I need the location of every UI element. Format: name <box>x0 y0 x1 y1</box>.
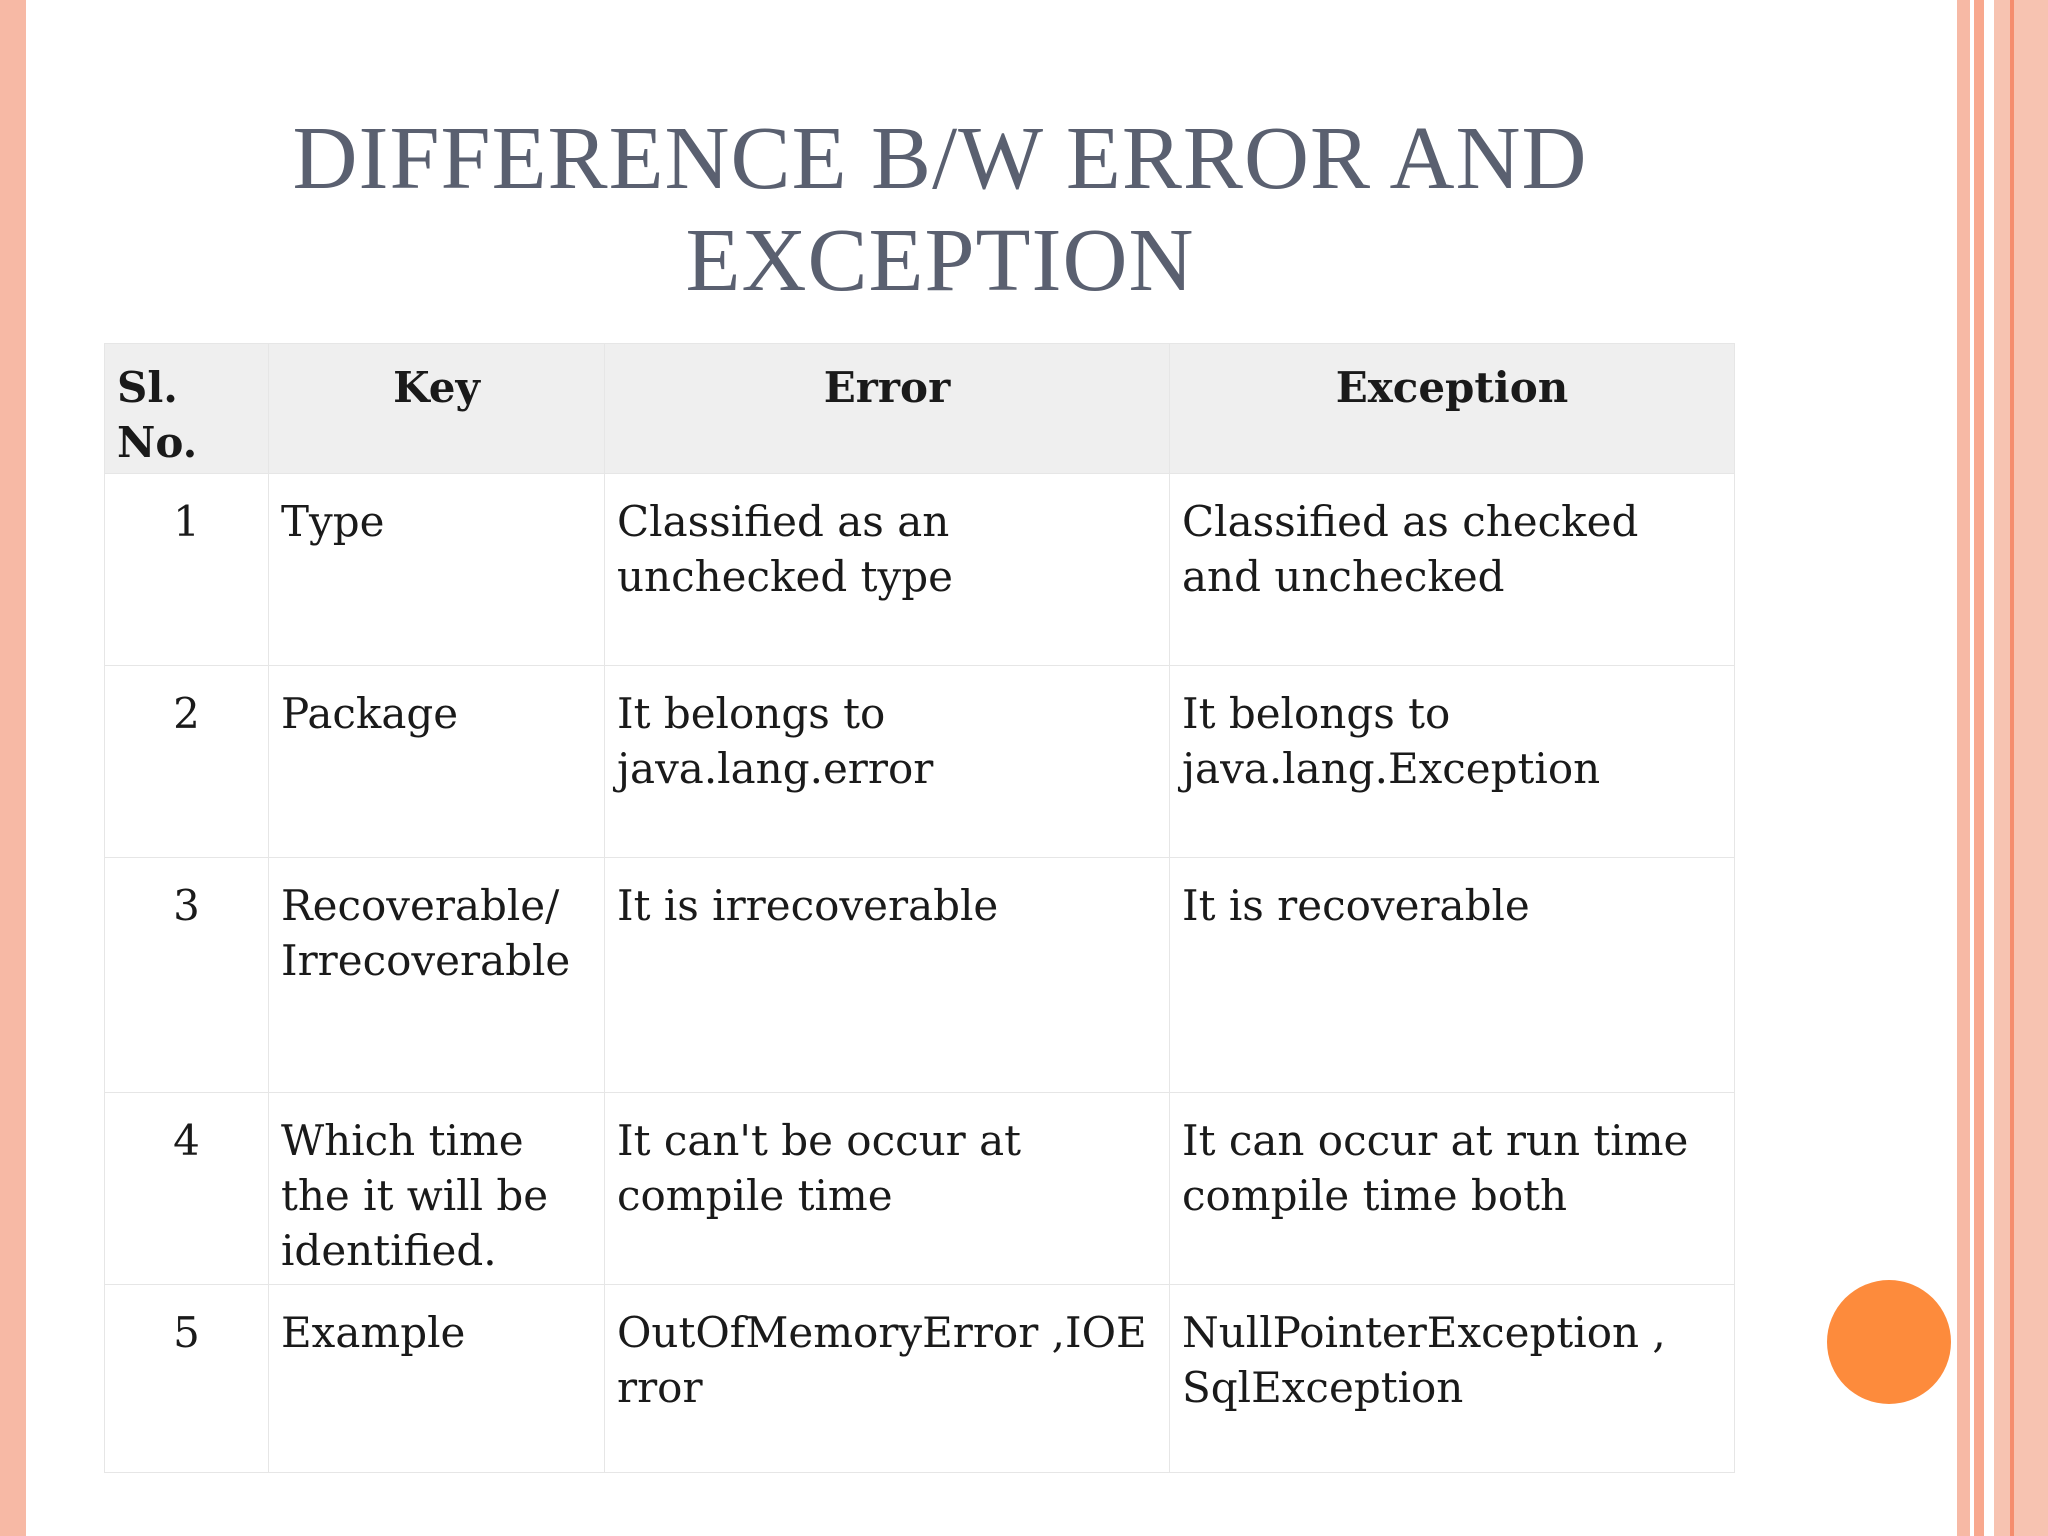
cell-exception: It is recoverable <box>1170 858 1735 1093</box>
cell-exception: It can occur at run time compile time both <box>1170 1093 1735 1285</box>
right-decorative-gap-2 <box>1984 0 1994 1536</box>
header-error: Error <box>605 344 1170 474</box>
table-row <box>105 1285 1735 1473</box>
table-header-row <box>105 344 1735 474</box>
slide-title <box>180 108 1700 312</box>
header-sl-no: Sl. No. <box>105 344 269 474</box>
table-row <box>105 1093 1735 1285</box>
slide-title-line1: DIFFERENCE B/W ERROR AND <box>292 109 1588 208</box>
cell-exception: NullPointerException , SqlException <box>1170 1285 1735 1473</box>
accent-circle <box>1827 1280 1951 1404</box>
cell-key: Which time the it will be identified. <box>269 1093 605 1285</box>
cell-sl: 1 <box>105 474 269 666</box>
cell-key: Example <box>269 1285 605 1473</box>
cell-sl: 2 <box>105 666 269 858</box>
right-decorative-stripe-3 <box>1994 0 2048 1536</box>
comparison-table <box>104 343 1735 1473</box>
header-exception: Exception <box>1170 344 1735 474</box>
cell-error: It can't be occur at compile time <box>605 1093 1170 1285</box>
cell-error: Classified as an unchecked type <box>605 474 1170 666</box>
cell-sl: 4 <box>105 1093 269 1285</box>
right-decorative-stripe-2 <box>1974 0 1984 1536</box>
cell-sl: 5 <box>105 1285 269 1473</box>
table-row <box>105 666 1735 858</box>
cell-exception: It belongs to java.lang.Exception <box>1170 666 1735 858</box>
cell-key: Package <box>269 666 605 858</box>
table-row <box>105 858 1735 1093</box>
slide-title-line2: EXCEPTION <box>685 211 1195 310</box>
header-key: Key <box>269 344 605 474</box>
cell-exception: Classified as checked and unchecked <box>1170 474 1735 666</box>
right-decorative-line <box>2010 0 2014 1536</box>
cell-key: Recoverable/ Irrecoverable <box>269 858 605 1093</box>
right-decorative-stripe-1 <box>1957 0 1970 1536</box>
table-row <box>105 474 1735 666</box>
left-decorative-stripe <box>0 0 26 1536</box>
cell-key: Type <box>269 474 605 666</box>
cell-error: OutOfMemoryError ,IOE rror <box>605 1285 1170 1473</box>
cell-error: It belongs to java.lang.error <box>605 666 1170 858</box>
cell-sl: 3 <box>105 858 269 1093</box>
cell-error: It is irrecoverable <box>605 858 1170 1093</box>
